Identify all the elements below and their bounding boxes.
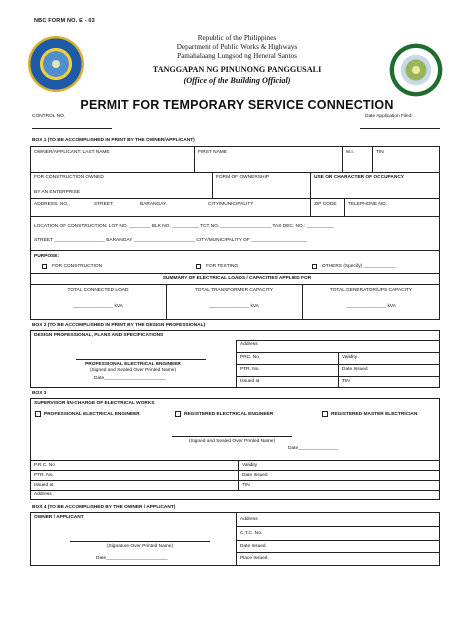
total-connected-load-label: TOTAL CONNECTED LOAD — [67, 288, 129, 293]
rme-option-label: REGISTERED MASTER ELECTRICIAN — [331, 412, 418, 417]
divider — [236, 512, 237, 566]
address-street-label: STREET, — [94, 202, 114, 207]
divider — [30, 470, 440, 471]
box4-heading: BOX 4 (TO BE ACCOMPLISHED BY THE OWNER / APPLICANT) — [32, 505, 176, 510]
divider — [236, 340, 440, 341]
transformer-kva-field[interactable]: _______________ kVA — [209, 304, 259, 309]
box4-signature-line[interactable] — [70, 541, 210, 542]
divider — [236, 364, 440, 365]
divider — [236, 540, 440, 541]
professional-electrical-engineer-label: PROFESSIONAL ELECTRICAL ENGINEER — [85, 362, 181, 367]
date-filed-label: Date Application Filed: — [365, 114, 413, 119]
divider — [30, 490, 440, 491]
ree-option-label: REGISTERED ELECTRICAL ENGINEER — [184, 412, 274, 417]
divider — [236, 552, 440, 553]
divider — [212, 172, 213, 198]
for-testing-checkbox[interactable] — [196, 264, 201, 269]
box2-date-issued-label: Date Issued — [342, 367, 368, 372]
owner-applicant-label: OWNER / APPLICANT — [34, 515, 84, 520]
others-label: OTHERS (Specify) ____________ — [322, 264, 396, 269]
address-barangay-label: BARANGAY, — [140, 202, 168, 207]
control-no-label: CONTROL NO. — [32, 114, 66, 119]
ctc-no-label: C.T.C. No. — [240, 531, 263, 536]
box4-address-label: Address — [240, 517, 258, 522]
box3-date-issued-label: Date Issued — [242, 473, 268, 478]
box2-signed-sealed-label: (Signed and Sealed Over Printed Name) — [89, 368, 177, 373]
box3-tin-label: TIN — [242, 483, 250, 488]
box2-address-label: Address — [240, 342, 258, 347]
divider — [236, 526, 440, 527]
first-name-label: FIRST NAME — [198, 150, 227, 155]
box3-heading: BOX 3 — [32, 391, 47, 396]
box3-ptr-label: PTR. No. — [34, 473, 54, 478]
divider — [372, 146, 373, 172]
box3-prc-label: P.R.C. No — [34, 463, 55, 468]
divider — [30, 273, 440, 274]
pee-checkbox[interactable] — [35, 411, 41, 417]
total-transformer-label: TOTAL TRANSFORMER CAPACITY — [194, 288, 274, 293]
divider — [30, 480, 440, 481]
signature-over-printed-name-label: (Signature Over Printed Name) — [106, 544, 174, 549]
tin-label: TIN — [376, 150, 384, 155]
box3-signed-sealed-label: (Signed and Sealed Over Printed Name) — [188, 439, 276, 444]
telephone-label: TELEPHONE NO. — [348, 202, 387, 207]
box2-heading: BOX 2 (TO BE ACCOMPLISHED IN PRINT BY THE DESIGN PROFESSIONAL) — [32, 323, 206, 328]
box2-validity-label: Validity — [342, 355, 358, 360]
for-construction-checkbox[interactable] — [42, 264, 47, 269]
location-line-2: STREET ___________________ BARANGAY _______________________ CITY/MUNICIPALITY OF _____________________ — [34, 238, 308, 243]
box2-date-field[interactable]: Date_______________________ — [94, 376, 166, 381]
design-professional-label: DESIGN PROFESSIONAL, PLANS AND SPECIFICATIONS — [34, 333, 164, 338]
divider — [194, 146, 195, 172]
zip-code-label: ZIP CODE — [314, 202, 337, 207]
box3-issued-at-label: Issued at — [34, 483, 54, 488]
box1-heading: BOX 1 (TO BE ACCOMPLISHED IN PRINT BY THE OWNER/APPLICANT) — [32, 138, 195, 143]
divider — [236, 376, 440, 377]
divider — [30, 172, 440, 173]
divider — [238, 460, 239, 490]
box2-signature-line[interactable] — [76, 359, 206, 360]
supervisor-label: SUPERVISOR /IN-CHARGE OF ELECTRICAL WORKS — [34, 401, 155, 406]
header-office-tagalog: TANGGAPAN NG PINUNONG PANGGUSALI — [152, 65, 322, 74]
header-department: Department of Public Works & Highways — [176, 43, 298, 51]
mi-label: M.I. — [346, 150, 354, 155]
header-office-english: (Office of the Building Official) — [183, 76, 291, 85]
divider — [30, 250, 440, 251]
connected-load-kva-field[interactable]: _______________ kVA — [73, 304, 123, 309]
control-no-field[interactable] — [32, 128, 112, 129]
header-republic: Republic of the Philippines — [197, 34, 277, 42]
box4-date-field[interactable]: Date_______________________ — [96, 556, 168, 561]
summary-heading: SUMMARY OF ELECTRICAL LOADS / CAPACITIES APPLIED FOR — [162, 276, 312, 281]
address-no-label: ADDRESS: NO., — [34, 202, 70, 207]
divider — [338, 352, 339, 388]
box3-date-field[interactable]: Date_______________ — [288, 446, 339, 451]
page-title: PERMIT FOR TEMPORARY SERVICE CONNECTION — [80, 98, 394, 112]
location-line-1: LOCATION OF CONSTRUCTION: LOT NO. ________ BLK NO. __________ TCT NO. ___________________ TAX DEC. NO.: __________ — [34, 224, 334, 229]
by-enterprise-label: BY AN ENTERPRISE — [34, 190, 81, 195]
total-generator-label: TOTAL GENERATOR/UPS CAPACITY — [329, 288, 413, 293]
divider — [30, 198, 440, 199]
form-of-ownership-label: FORM OF OWNERSHIP — [216, 175, 270, 180]
address-city-label: CITY/MUNICIPALITY — [208, 202, 254, 207]
box2-prc-label: PRC. No — [240, 355, 259, 360]
use-character-label: USE OR CHARACTER OF OCCUPANCY — [314, 175, 404, 180]
box2-tin-label: TIN — [342, 379, 350, 384]
others-checkbox[interactable] — [312, 264, 317, 269]
divider — [342, 146, 343, 172]
box3-signature-line[interactable] — [172, 436, 292, 437]
date-filed-field[interactable] — [360, 128, 440, 129]
pee-option-label: PROFESSIONAL ELECTRICAL ENGINEER — [44, 412, 140, 417]
divider — [30, 284, 440, 285]
place-issued-label: Place Issued — [240, 556, 268, 561]
divider — [30, 460, 440, 461]
box2-ptr-label: PTR. No. — [240, 367, 260, 372]
divider — [310, 198, 311, 216]
box2-issued-at-label: Issued at — [240, 379, 260, 384]
divider — [30, 216, 440, 217]
generator-kva-field[interactable]: _______________ kVA — [346, 304, 396, 309]
owner-last-name-label: OWNER/APPLICANT: LAST NAME — [34, 150, 110, 155]
ree-checkbox[interactable] — [175, 411, 181, 417]
header-city: Pamahalaang Lungsod ng Heneral Santos — [177, 52, 297, 60]
divider — [310, 172, 311, 198]
form-number: NBC FORM NO. E - 03 — [34, 18, 95, 24]
for-construction-owned-label: FOR CONSTRUCTION OWNED — [34, 175, 104, 180]
box4-frame — [30, 512, 440, 566]
rme-checkbox[interactable] — [322, 411, 328, 417]
box3-address-label: Address — [34, 492, 52, 497]
for-construction-label: FOR CONSTRUCTION — [52, 264, 103, 269]
divider — [344, 198, 345, 216]
for-testing-label: FOR TESTING — [206, 264, 239, 269]
purpose-label: PURPOSE: — [34, 254, 60, 259]
box3-validity-label: Validity — [242, 463, 258, 468]
box4-date-issued-label: Date Issued — [240, 544, 266, 549]
